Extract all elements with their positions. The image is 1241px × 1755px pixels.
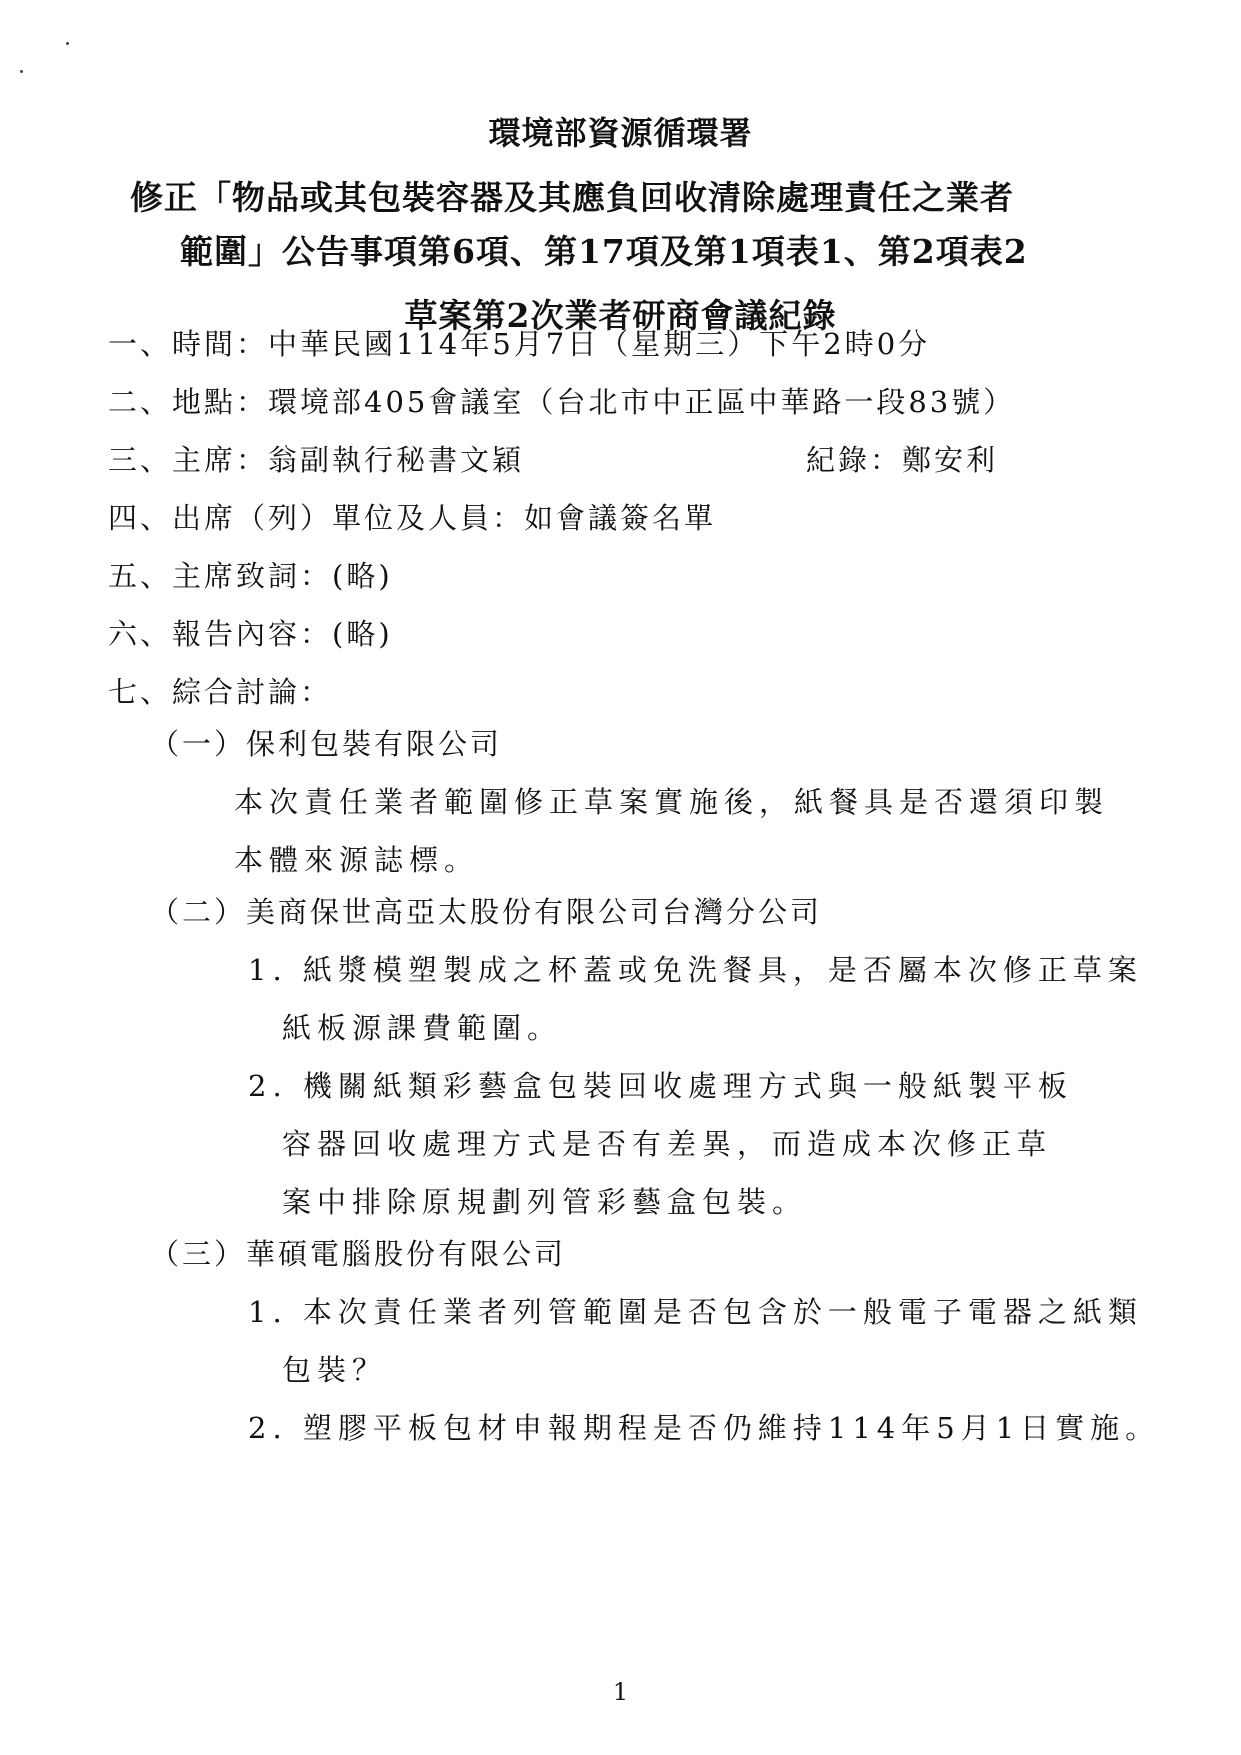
company-2-question-1: 紙板源課費範圍。 — [282, 1011, 563, 1045]
company-3-question-1: 1. 本次責任業者列管範圍是否包含於一般電子電器之紙類 — [248, 1295, 1143, 1329]
item-chair-speech: 五、主席致詞：(略) — [108, 559, 393, 593]
company-2-question-2: 容器回收處理方式是否有差異，而造成本次修正草 — [282, 1127, 1053, 1161]
scan-speck — [20, 70, 23, 73]
company-1-text: 本次責任業者範圍修正草案實施後，紙餐具是否還須印製 — [234, 785, 1110, 819]
company-2-question-1: 1. 紙漿模塑製成之杯蓋或免洗餐具，是否屬本次修正草案 — [248, 953, 1143, 987]
title-line-2: 範圍」公告事項第6項、第17項及第1項表1、第2項表2 — [180, 232, 1028, 271]
item-discussion: 七、綜合討論： — [108, 675, 333, 709]
scan-speck — [66, 42, 69, 45]
item-attendees: 四、出席（列）單位及人員：如會議簽名單 — [108, 501, 717, 535]
company-1-text: 本體來源誌標。 — [234, 843, 480, 877]
page-number: 1 — [612, 1678, 629, 1706]
title-line-1: 修正「物品或其包裝容器及其應負回收清除處理責任之業者 — [130, 178, 1014, 217]
company-2-label: （二）美商保世高亞太股份有限公司台灣分公司 — [150, 895, 823, 929]
item-recorder: 紀錄：鄭安利 — [806, 443, 999, 477]
item-time: 一、時間：中華民國114年5月7日（星期三）下午2時0分 — [108, 327, 931, 361]
company-3-label: （三）華碩電腦股份有限公司 — [150, 1237, 567, 1271]
company-3-question-1: 包裝？ — [282, 1353, 388, 1387]
company-2-question-2: 2. 機關紙類彩藝盒包裝回收處理方式與一般紙製平板 — [248, 1069, 1073, 1103]
title-line-3: 草案第2次業者研商會議紀錄 — [404, 296, 837, 335]
company-1-label: （一）保利包裝有限公司 — [150, 727, 503, 761]
item-report: 六、報告內容：(略) — [108, 617, 393, 651]
company-2-question-2: 案中排除原規劃列管彩藝盒包裝。 — [282, 1185, 808, 1219]
org-name: 環境部資源循環署 — [488, 114, 753, 152]
company-3-question-2: 2. 塑膠平板包材申報期程是否仍維持114年5月1日實施。 — [248, 1411, 1161, 1445]
item-place: 二、地點：環境部405會議室（台北市中正區中華路一段83號） — [108, 385, 1016, 419]
item-chair: 三、主席：翁副執行秘書文穎 — [108, 443, 525, 477]
